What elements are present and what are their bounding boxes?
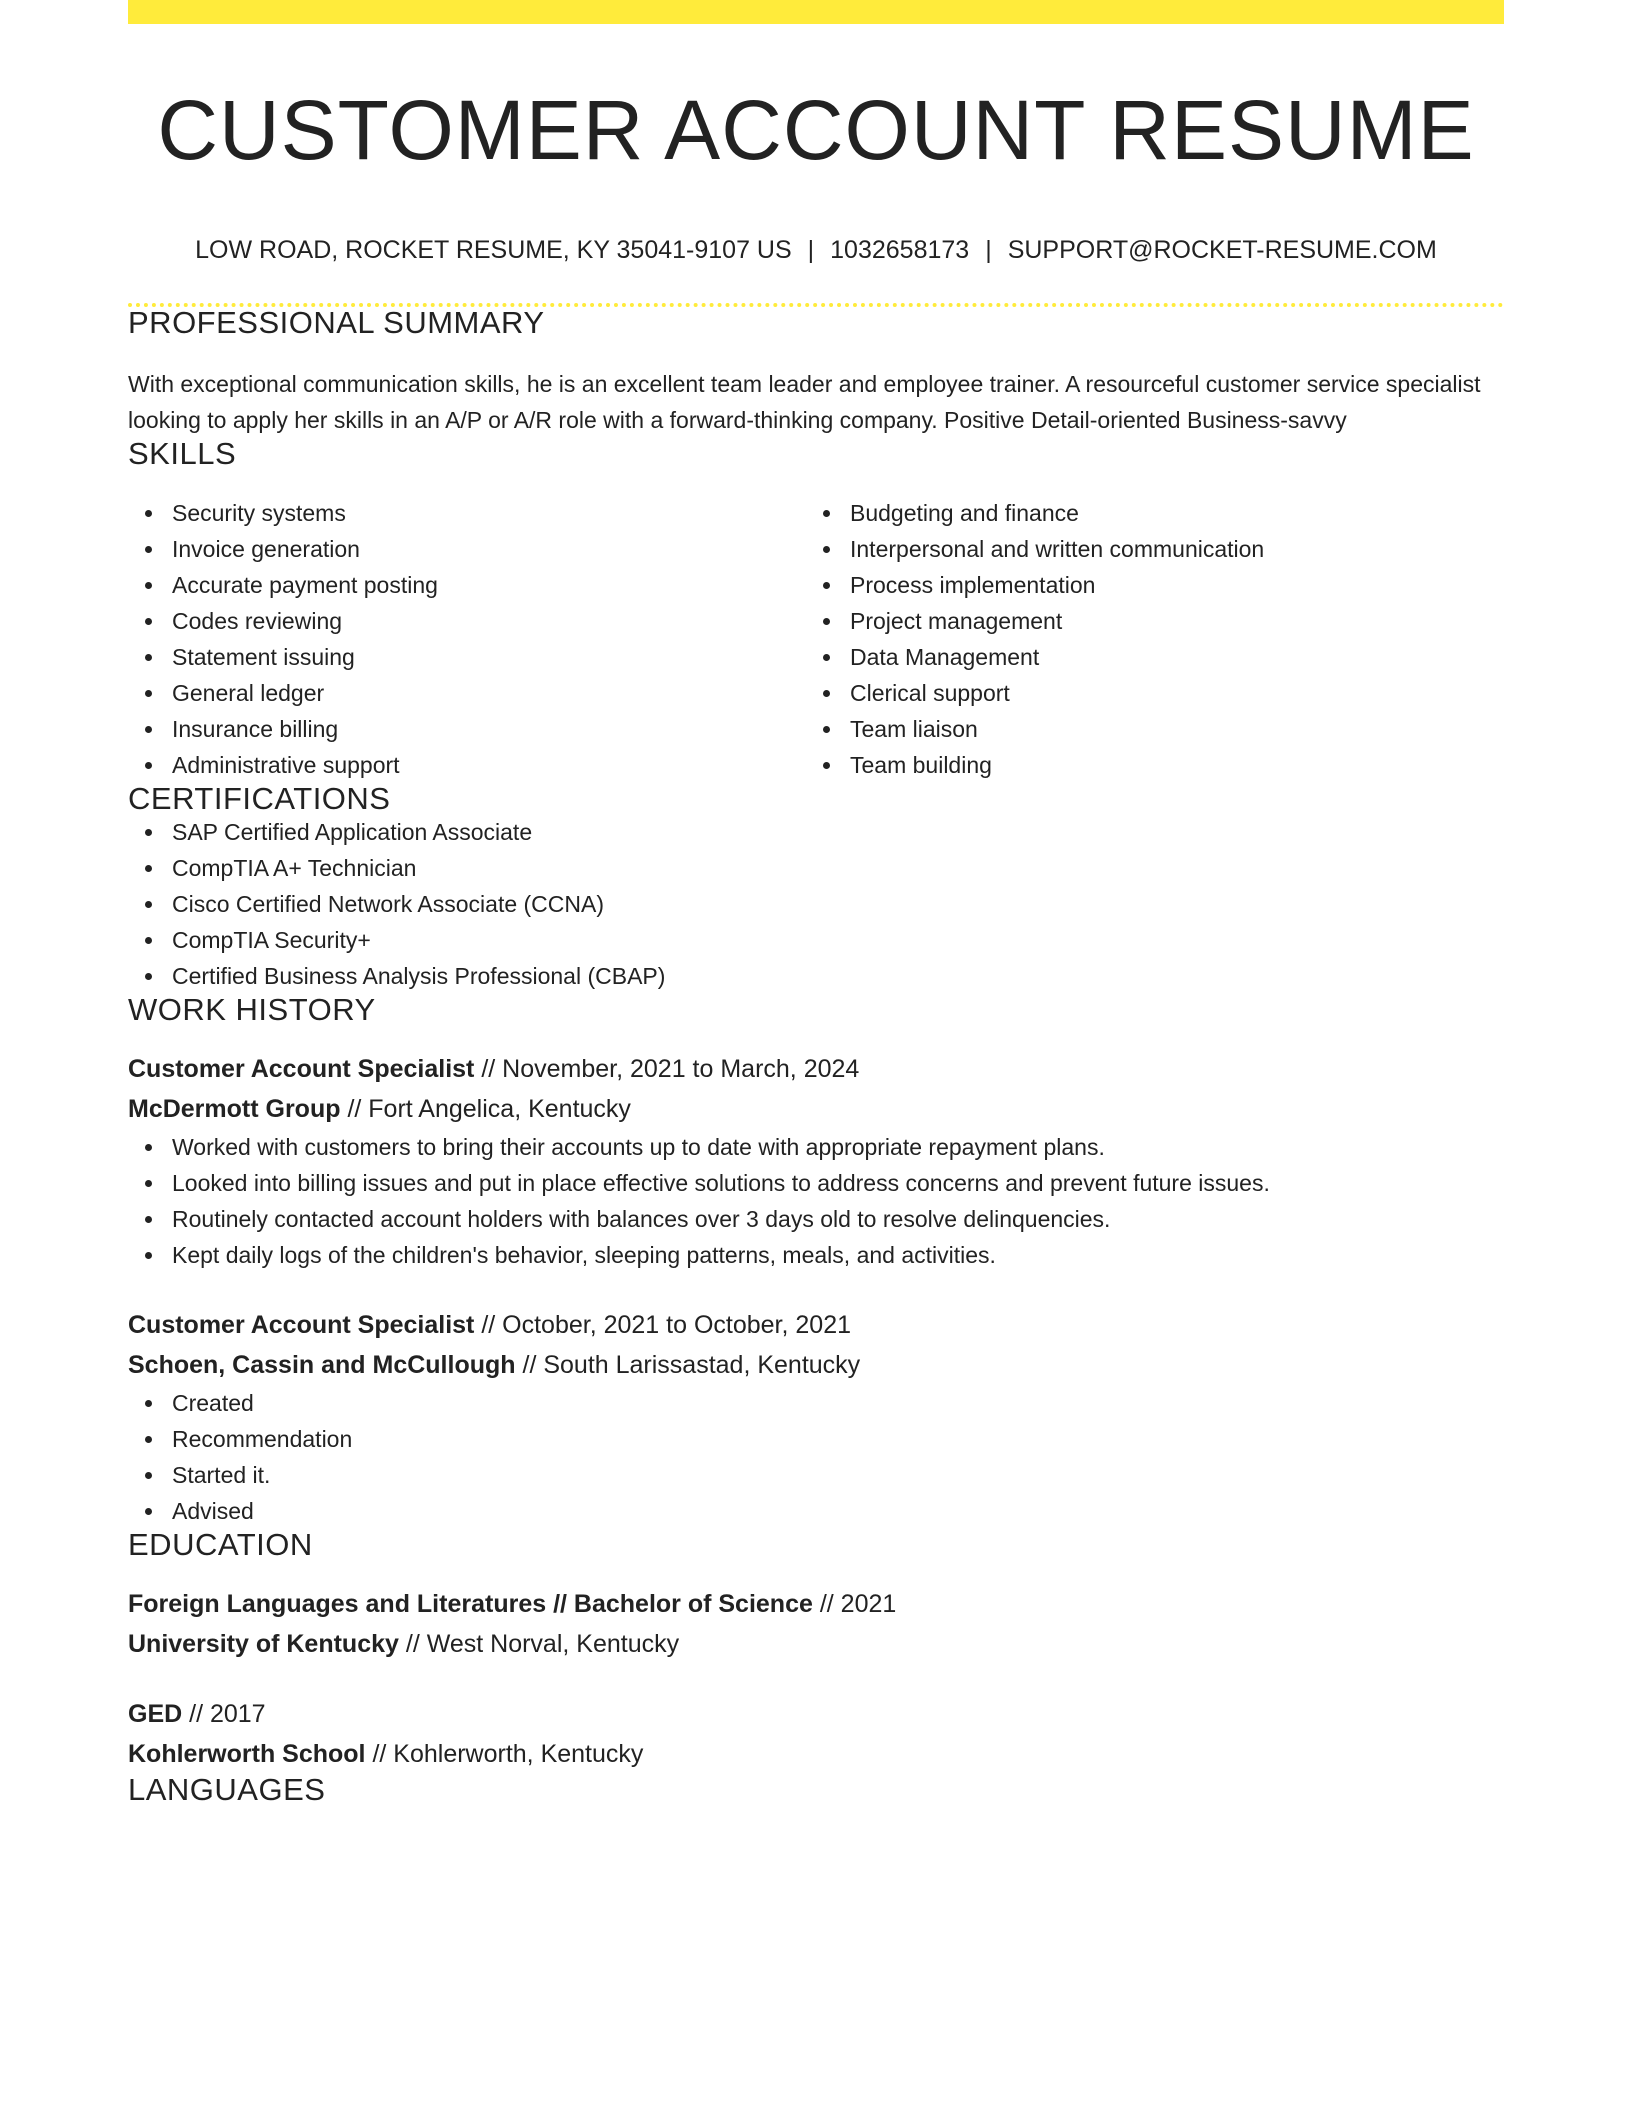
education-school-line	[128, 1734, 1504, 1774]
top-accent-bar	[128, 0, 1504, 24]
certification-item: CompTIA Security+	[128, 922, 1504, 958]
skill-item: Administrative support	[128, 747, 806, 783]
skill-item: Project management	[806, 603, 1484, 639]
job-bullet: Advised	[128, 1493, 1504, 1529]
certification-item: Certified Business Analysis Professional (CBAP)	[128, 958, 1504, 994]
skills-columns	[128, 495, 1504, 783]
job-role: Customer Account Specialist	[128, 1055, 475, 1083]
contact-separator: |	[985, 236, 992, 264]
contact-line	[128, 238, 1504, 263]
skill-item: General ledger	[128, 675, 806, 711]
job-dates: // October, 2021 to October, 2021	[474, 1311, 852, 1339]
education-degree-line	[128, 1584, 1504, 1624]
skill-item: Codes reviewing	[128, 603, 806, 639]
education-degree: GED	[128, 1700, 183, 1728]
skill-item: Accurate payment posting	[128, 567, 806, 603]
certification-item: Cisco Certified Network Associate (CCNA)	[128, 886, 1504, 922]
education-degree: Foreign Languages and Literatures // Bachelor of Science	[128, 1590, 813, 1618]
skill-item: Invoice generation	[128, 531, 806, 567]
job-bullet: Looked into billing issues and put in place effective solutions to address concerns and prevent future issues.	[128, 1165, 1504, 1201]
resume-page	[128, 0, 1504, 1805]
education-degree-line	[128, 1694, 1504, 1734]
work-history-heading: WORK HISTORY	[128, 992, 376, 1027]
job-bullet: Kept daily logs of the children's behavior, sleeping patterns, meals, and activities.	[128, 1237, 1504, 1273]
job-company-line	[128, 1345, 1504, 1385]
skill-item: Statement issuing	[128, 639, 806, 675]
education-heading: EDUCATION	[128, 1527, 313, 1562]
languages-heading: LANGUAGES	[128, 1772, 326, 1807]
skill-item: Insurance billing	[128, 711, 806, 747]
education-location: // West Norval, Kentucky	[398, 1630, 680, 1658]
skills-heading: SKILLS	[128, 436, 237, 471]
contact-address: LOW ROAD, ROCKET RESUME, KY 35041-9107 US	[195, 236, 792, 264]
job-bullets	[128, 1385, 1504, 1529]
job-company: McDermott Group	[128, 1095, 341, 1123]
education-year: // 2021	[812, 1590, 897, 1618]
job-bullet: Recommendation	[128, 1421, 1504, 1457]
skill-item: Budgeting and finance	[806, 495, 1484, 531]
education-entry	[128, 1584, 1504, 1664]
certification-item: CompTIA A+ Technician	[128, 850, 1504, 886]
contact-phone: 1032658173	[830, 236, 970, 264]
education-school: Kohlerworth School	[128, 1740, 366, 1768]
skills-right-list	[806, 495, 1484, 783]
job-entry	[128, 1305, 1504, 1529]
skill-item: Data Management	[806, 639, 1484, 675]
job-company-line	[128, 1089, 1504, 1129]
job-title-line	[128, 1049, 1504, 1089]
job-dates: // November, 2021 to March, 2024	[474, 1055, 860, 1083]
skills-left-list	[128, 495, 806, 783]
education-location: // Kohlerworth, Kentucky	[365, 1740, 644, 1768]
skill-item: Process implementation	[806, 567, 1484, 603]
contact-email: SUPPORT@ROCKET-RESUME.COM	[1007, 236, 1437, 264]
job-bullet: Routinely contacted account holders with balances over 3 days old to resolve delinquencies.	[128, 1201, 1504, 1237]
education-school: University of Kentucky	[128, 1630, 399, 1658]
job-bullets	[128, 1129, 1504, 1273]
contact-separator: |	[807, 236, 815, 264]
certifications-list	[128, 814, 1504, 994]
summary-text: With exceptional communication skills, he is an excellent team leader and employee trainer. A resourceful customer service specialist looking to apply her skills in an A/P or A/R role with a forward-thinking company. Positive Detail-oriented Business-savvy	[128, 371, 1481, 433]
skill-item: Security systems	[128, 495, 806, 531]
skill-item: Team liaison	[806, 711, 1484, 747]
job-role: Customer Account Specialist	[128, 1311, 475, 1339]
education-entry	[128, 1694, 1504, 1774]
job-location: // Fort Angelica, Kentucky	[340, 1095, 631, 1123]
job-entry	[128, 1049, 1504, 1273]
job-title-line	[128, 1305, 1504, 1345]
job-bullet: Worked with customers to bring their accounts up to date with appropriate repayment plans.	[128, 1129, 1504, 1165]
skill-item: Clerical support	[806, 675, 1484, 711]
summary-heading: PROFESSIONAL SUMMARY	[128, 305, 545, 340]
certifications-heading: CERTIFICATIONS	[128, 781, 391, 816]
job-bullet: Created	[128, 1385, 1504, 1421]
job-location: // South Larissastad, Kentucky	[515, 1351, 861, 1379]
skill-item: Interpersonal and written communication	[806, 531, 1484, 567]
education-school-line	[128, 1624, 1504, 1664]
skill-item: Team building	[806, 747, 1484, 783]
certification-item: SAP Certified Application Associate	[128, 814, 1504, 850]
resume-title: CUSTOMER ACCOUNT RESUME	[157, 83, 1475, 177]
job-bullet: Started it.	[128, 1457, 1504, 1493]
job-company: Schoen, Cassin and McCullough	[128, 1351, 516, 1379]
education-year: // 2017	[182, 1700, 266, 1728]
